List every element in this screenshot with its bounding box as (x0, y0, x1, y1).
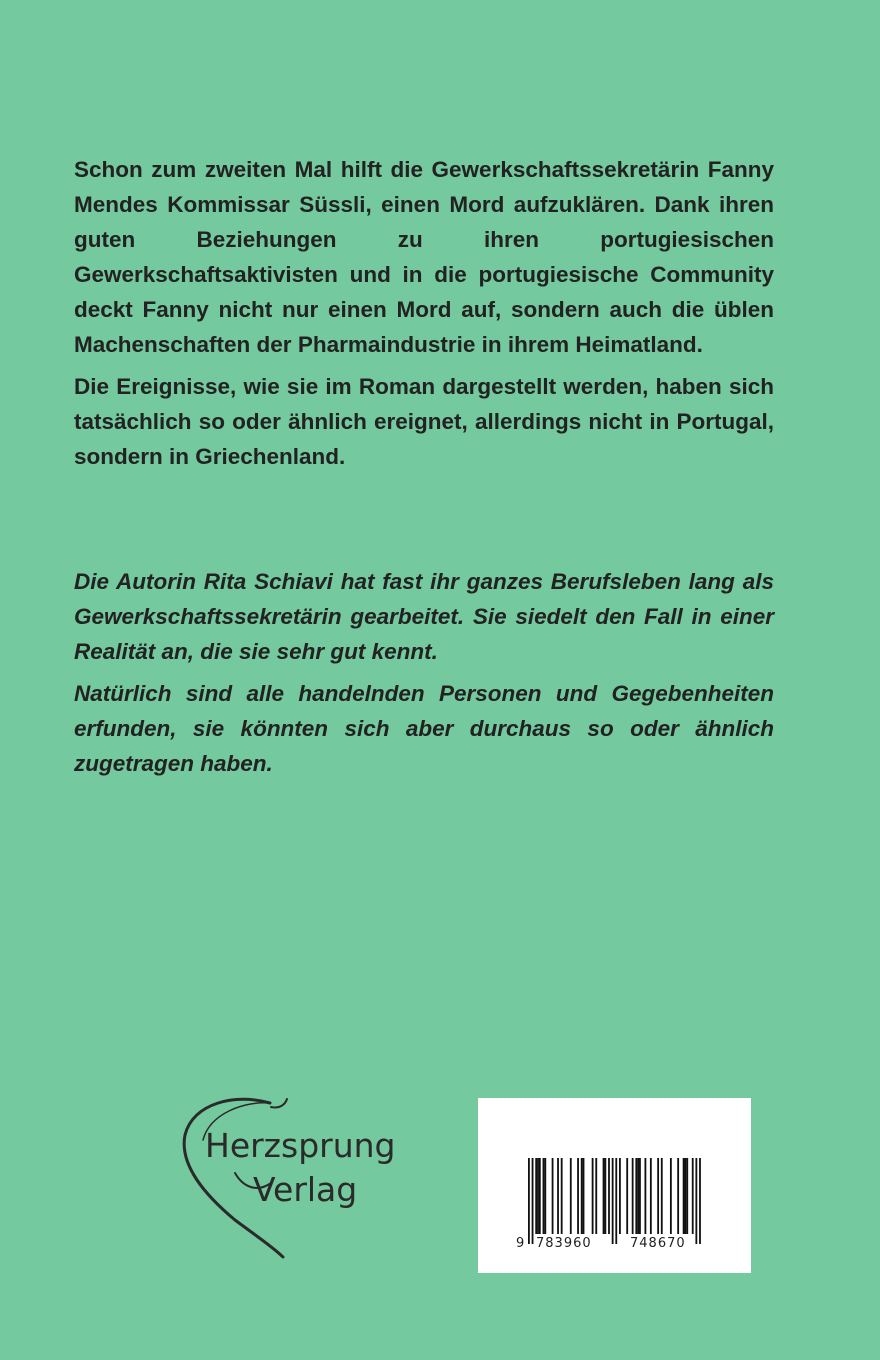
barcode-bar (661, 1158, 663, 1234)
barcode-bar (592, 1158, 594, 1234)
barcode-bar (683, 1158, 685, 1234)
barcode-bar (637, 1158, 639, 1234)
barcode-bar (604, 1158, 606, 1234)
barcode-bar (552, 1158, 554, 1234)
barcode-bar (677, 1158, 679, 1234)
barcode-bar (595, 1158, 597, 1234)
barcode-bar (577, 1158, 579, 1234)
barcode-bar (619, 1158, 621, 1234)
author-note-paragraph-2: Natürlich sind alle handelnden Personen und Gegebenheiten erfunden, sie könnten sich aber durchaus so oder ähnlich zugetragen haben. (74, 681, 774, 776)
barcode-bar (657, 1158, 659, 1234)
author-note-paragraph-1: Die Autorin Rita Schiavi hat fast ihr ganzes Berufsleben lang als Gewerkschaftssekretärin gearbeitet. Sie siedelt den Fall in einer Realität an, die sie sehr gut kennt. (74, 569, 774, 664)
blurb-paragraph-1: Schon zum zweiten Mal hilft die Gewerkschaftssekretärin Fanny Mendes Kommissar Süssli, einen Mord aufzuklären. Dank ihren guten Beziehungen zu ihren portugiesischen Gewerkschaftsaktivisten und in die portugiesische Community deckt Fanny nicht nur einen Mord auf, sondern auch die üblen Machenschaften der Pharmaindustrie in ihrem Heimatland. (74, 157, 774, 357)
barcode-bar (644, 1158, 646, 1234)
barcode-bar (612, 1158, 614, 1244)
publisher-name-line1: Herzsprung (205, 1126, 396, 1165)
barcode-bar (608, 1158, 610, 1234)
barcode-bar (581, 1158, 583, 1234)
barcode-left-digits: 783960 (536, 1236, 592, 1251)
barcode-bar (626, 1158, 628, 1234)
blurb-paragraph-2: Die Ereignisse, wie sie im Roman dargestellt werden, haben sich tatsächlich so oder ähnlich ereignet, allerdings nicht in Portugal, sondern in Griechenland. (74, 374, 774, 469)
barcode-bar (583, 1158, 585, 1234)
barcode-bar (615, 1158, 617, 1244)
barcode-bar (528, 1158, 530, 1244)
barcode-bar (543, 1158, 545, 1234)
barcode-bar (570, 1158, 572, 1234)
author-note-section (74, 564, 774, 781)
barcode-bar (561, 1158, 563, 1234)
publisher-name-line2: Verlag (253, 1170, 358, 1209)
barcode-bar (699, 1158, 701, 1244)
barcode-right-digits: 748670 (630, 1236, 686, 1251)
barcode-bar (539, 1158, 541, 1234)
barcode-bar (692, 1158, 694, 1234)
barcode-bar (557, 1158, 559, 1234)
barcode-bar (639, 1158, 641, 1234)
blurb-section (74, 152, 774, 474)
publisher-logo (175, 1095, 415, 1265)
barcode-bar (670, 1158, 672, 1234)
barcode-bar (635, 1158, 637, 1234)
barcode-first-digit: 9 (516, 1236, 526, 1251)
barcode-bar (603, 1158, 605, 1234)
barcode-bar (544, 1158, 546, 1234)
barcode-bar (537, 1158, 539, 1234)
isbn-barcode (478, 1098, 751, 1273)
barcode-bar (650, 1158, 652, 1234)
barcode-bar (632, 1158, 634, 1234)
barcode-bar (685, 1158, 687, 1234)
barcode-bar (686, 1158, 688, 1234)
barcode-bar (535, 1158, 537, 1234)
barcode-bar (532, 1158, 534, 1244)
barcode-bar (695, 1158, 697, 1244)
